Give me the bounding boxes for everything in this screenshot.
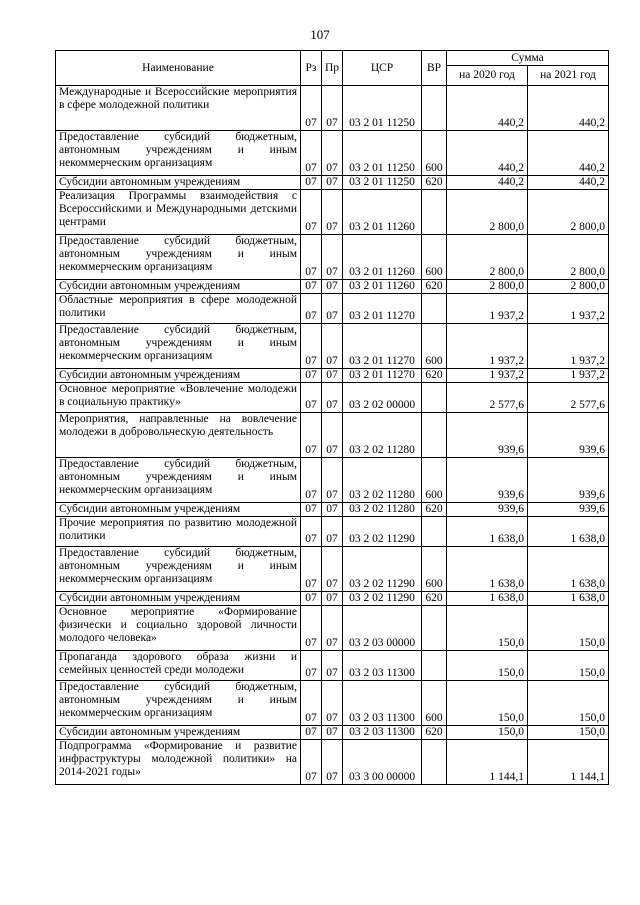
row-csr: 03 2 03 11300 (343, 681, 422, 726)
row-csr: 03 2 02 11290 (343, 547, 422, 592)
table-row (56, 458, 609, 503)
row-sum-2021: 939,6 (528, 413, 609, 458)
row-rz: 07 (301, 503, 322, 517)
row-pr: 07 (322, 458, 343, 503)
row-csr: 03 2 02 11280 (343, 413, 422, 458)
row-csr: 03 2 02 11280 (343, 503, 422, 517)
row-rz: 07 (301, 413, 322, 458)
row-sum-2020: 1 144,1 (447, 740, 528, 785)
row-pr: 07 (322, 131, 343, 176)
header-vr: ВР (422, 51, 447, 86)
row-pr: 07 (322, 294, 343, 324)
page-number: 107 (310, 27, 330, 42)
row-csr: 03 2 02 11290 (343, 517, 422, 547)
row-sum-2020: 440,2 (447, 86, 528, 131)
row-pr: 07 (322, 547, 343, 592)
row-sum-2020: 2 800,0 (447, 235, 528, 280)
header-year-2021: на 2021 год (528, 66, 609, 86)
row-rz: 07 (301, 458, 322, 503)
row-csr: 03 2 01 11270 (343, 294, 422, 324)
row-vr: 600 (422, 235, 447, 280)
row-name: Мероприятия, направленные на вовлечение молодежи в добровольческую деятельность (56, 413, 301, 458)
table-body (56, 86, 609, 785)
row-sum-2021: 440,2 (528, 86, 609, 131)
row-pr: 07 (322, 176, 343, 190)
row-sum-2020: 939,6 (447, 413, 528, 458)
row-pr: 07 (322, 86, 343, 131)
row-name: Субсидии автономным учреждениям (56, 592, 301, 606)
row-sum-2021: 1 937,2 (528, 369, 609, 383)
table-row (56, 190, 609, 235)
row-pr: 07 (322, 235, 343, 280)
row-sum-2020: 2 577,6 (447, 383, 528, 413)
row-pr: 07 (322, 383, 343, 413)
row-sum-2021: 1 937,2 (528, 324, 609, 369)
row-sum-2021: 2 577,6 (528, 383, 609, 413)
row-csr: 03 2 01 11270 (343, 369, 422, 383)
row-sum-2020: 939,6 (447, 458, 528, 503)
row-name: Пропаганда здорового образа жизни и семейных ценностей среди молодежи (56, 651, 301, 681)
row-rz: 07 (301, 681, 322, 726)
row-name: Предоставление субсидий бюджетным, автономным учреждениям и иным некоммерческим организациям (56, 235, 301, 280)
table-row (56, 369, 609, 383)
row-rz: 07 (301, 176, 322, 190)
row-csr: 03 2 01 11260 (343, 190, 422, 235)
row-sum-2021: 150,0 (528, 651, 609, 681)
row-vr: 620 (422, 503, 447, 517)
row-csr: 03 3 00 00000 (343, 740, 422, 785)
row-pr: 07 (322, 369, 343, 383)
row-vr (422, 294, 447, 324)
row-vr: 600 (422, 681, 447, 726)
row-sum-2021: 1 638,0 (528, 592, 609, 606)
row-pr: 07 (322, 190, 343, 235)
row-vr: 620 (422, 726, 447, 740)
row-name: Предоставление субсидий бюджетным, автономным учреждениям и иным некоммерческим организациям (56, 131, 301, 176)
row-sum-2021: 1 638,0 (528, 547, 609, 592)
row-vr (422, 413, 447, 458)
table-row (56, 740, 609, 785)
row-pr: 07 (322, 503, 343, 517)
header-sum: Сумма (447, 51, 609, 66)
row-sum-2021: 1 937,2 (528, 294, 609, 324)
row-sum-2021: 440,2 (528, 131, 609, 176)
row-csr: 03 2 03 11300 (343, 726, 422, 740)
row-rz: 07 (301, 606, 322, 651)
row-pr: 07 (322, 651, 343, 681)
row-sum-2021: 1 144,1 (528, 740, 609, 785)
row-rz: 07 (301, 383, 322, 413)
row-pr: 07 (322, 280, 343, 294)
row-name: Субсидии автономным учреждениям (56, 280, 301, 294)
row-name: Субсидии автономным учреждениям (56, 726, 301, 740)
row-pr: 07 (322, 726, 343, 740)
row-name: Предоставление субсидий бюджетным, автономным учреждениям и иным некоммерческим организациям (56, 547, 301, 592)
row-pr: 07 (322, 606, 343, 651)
row-name: Субсидии автономным учреждениям (56, 176, 301, 190)
row-csr: 03 2 02 11290 (343, 592, 422, 606)
table-row (56, 726, 609, 740)
table-row (56, 651, 609, 681)
row-csr: 03 2 01 11250 (343, 131, 422, 176)
row-name: Областные мероприятия в сфере молодежной политики (56, 294, 301, 324)
row-vr: 620 (422, 176, 447, 190)
table-row (56, 280, 609, 294)
row-csr: 03 2 01 11250 (343, 86, 422, 131)
row-rz: 07 (301, 235, 322, 280)
table-row (56, 413, 609, 458)
table-row (56, 235, 609, 280)
row-sum-2020: 150,0 (447, 606, 528, 651)
row-name: Субсидии автономным учреждениям (56, 503, 301, 517)
row-csr: 03 2 01 11260 (343, 280, 422, 294)
table-row (56, 324, 609, 369)
row-name: Основное мероприятие «Формирование физически и социально здоровой личности молодого человека» (56, 606, 301, 651)
table-row (56, 547, 609, 592)
header-pr: Пр (322, 51, 343, 86)
row-sum-2021: 939,6 (528, 458, 609, 503)
row-vr (422, 606, 447, 651)
row-pr: 07 (322, 413, 343, 458)
row-csr: 03 2 02 11280 (343, 458, 422, 503)
row-vr: 620 (422, 369, 447, 383)
row-vr: 620 (422, 592, 447, 606)
row-sum-2020: 1 638,0 (447, 517, 528, 547)
row-sum-2021: 1 638,0 (528, 517, 609, 547)
budget-table (55, 50, 609, 785)
row-vr (422, 86, 447, 131)
row-vr: 600 (422, 131, 447, 176)
header-name: Наименование (56, 51, 301, 86)
row-csr: 03 2 01 11250 (343, 176, 422, 190)
row-csr: 03 2 03 11300 (343, 651, 422, 681)
header-year-2020: на 2020 год (447, 66, 528, 86)
table-row (56, 131, 609, 176)
row-vr (422, 740, 447, 785)
row-name: Международные и Всероссийские мероприятия в сфере молодежной политики (56, 86, 301, 131)
row-rz: 07 (301, 726, 322, 740)
table-row (56, 606, 609, 651)
row-sum-2021: 440,2 (528, 176, 609, 190)
table-row (56, 503, 609, 517)
row-sum-2020: 440,2 (447, 176, 528, 190)
row-vr (422, 383, 447, 413)
header-rz: Рз (301, 51, 322, 86)
table-row (56, 592, 609, 606)
table-header (56, 51, 609, 86)
row-rz: 07 (301, 86, 322, 131)
row-rz: 07 (301, 324, 322, 369)
row-sum-2021: 150,0 (528, 606, 609, 651)
row-sum-2020: 1 638,0 (447, 547, 528, 592)
row-csr: 03 2 03 00000 (343, 606, 422, 651)
table-row (56, 681, 609, 726)
table-row (56, 176, 609, 190)
row-sum-2021: 150,0 (528, 681, 609, 726)
row-vr (422, 190, 447, 235)
header-csr: ЦСР (343, 51, 422, 86)
row-sum-2021: 2 800,0 (528, 280, 609, 294)
row-name: Предоставление субсидий бюджетным, автономным учреждениям и иным некоммерческим организациям (56, 458, 301, 503)
row-sum-2021: 939,6 (528, 503, 609, 517)
row-vr: 600 (422, 458, 447, 503)
table-row (56, 86, 609, 131)
row-sum-2021: 2 800,0 (528, 235, 609, 280)
row-vr: 600 (422, 324, 447, 369)
row-vr (422, 651, 447, 681)
row-sum-2021: 2 800,0 (528, 190, 609, 235)
row-pr: 07 (322, 740, 343, 785)
row-sum-2020: 2 800,0 (447, 280, 528, 294)
row-sum-2020: 150,0 (447, 681, 528, 726)
row-sum-2020: 1 937,2 (447, 324, 528, 369)
table-row (56, 294, 609, 324)
row-sum-2021: 150,0 (528, 726, 609, 740)
row-sum-2020: 1 937,2 (447, 369, 528, 383)
row-pr: 07 (322, 592, 343, 606)
row-name: Предоставление субсидий бюджетным, автономным учреждениям и иным некоммерческим организациям (56, 324, 301, 369)
row-csr: 03 2 02 00000 (343, 383, 422, 413)
row-name: Прочие мероприятия по развитию молодежной политики (56, 517, 301, 547)
row-sum-2020: 150,0 (447, 726, 528, 740)
row-vr: 600 (422, 547, 447, 592)
row-rz: 07 (301, 592, 322, 606)
row-sum-2020: 150,0 (447, 651, 528, 681)
table-row (56, 383, 609, 413)
row-rz: 07 (301, 740, 322, 785)
row-csr: 03 2 01 11260 (343, 235, 422, 280)
row-name: Предоставление субсидий бюджетным, автономным учреждениям и иным некоммерческим организациям (56, 681, 301, 726)
row-csr: 03 2 01 11270 (343, 324, 422, 369)
row-rz: 07 (301, 190, 322, 235)
row-rz: 07 (301, 547, 322, 592)
row-pr: 07 (322, 324, 343, 369)
row-name: Основное мероприятие «Вовлечение молодежи в социальную практику» (56, 383, 301, 413)
row-sum-2020: 2 800,0 (447, 190, 528, 235)
row-rz: 07 (301, 517, 322, 547)
row-pr: 07 (322, 517, 343, 547)
row-pr: 07 (322, 681, 343, 726)
table-row (56, 517, 609, 547)
row-rz: 07 (301, 294, 322, 324)
row-sum-2020: 440,2 (447, 131, 528, 176)
row-rz: 07 (301, 280, 322, 294)
row-sum-2020: 939,6 (447, 503, 528, 517)
row-vr (422, 517, 447, 547)
row-sum-2020: 1 638,0 (447, 592, 528, 606)
row-name: Субсидии автономным учреждениям (56, 369, 301, 383)
row-name: Подпрограмма «Формирование и развитие инфраструктуры молодежной политики» на 2014-2021 годы» (56, 740, 301, 785)
row-name: Реализация Программы взаимодействия с Всероссийскими и Международными детскими центрами (56, 190, 301, 235)
row-rz: 07 (301, 369, 322, 383)
row-rz: 07 (301, 651, 322, 681)
row-rz: 07 (301, 131, 322, 176)
row-sum-2020: 1 937,2 (447, 294, 528, 324)
row-vr: 620 (422, 280, 447, 294)
